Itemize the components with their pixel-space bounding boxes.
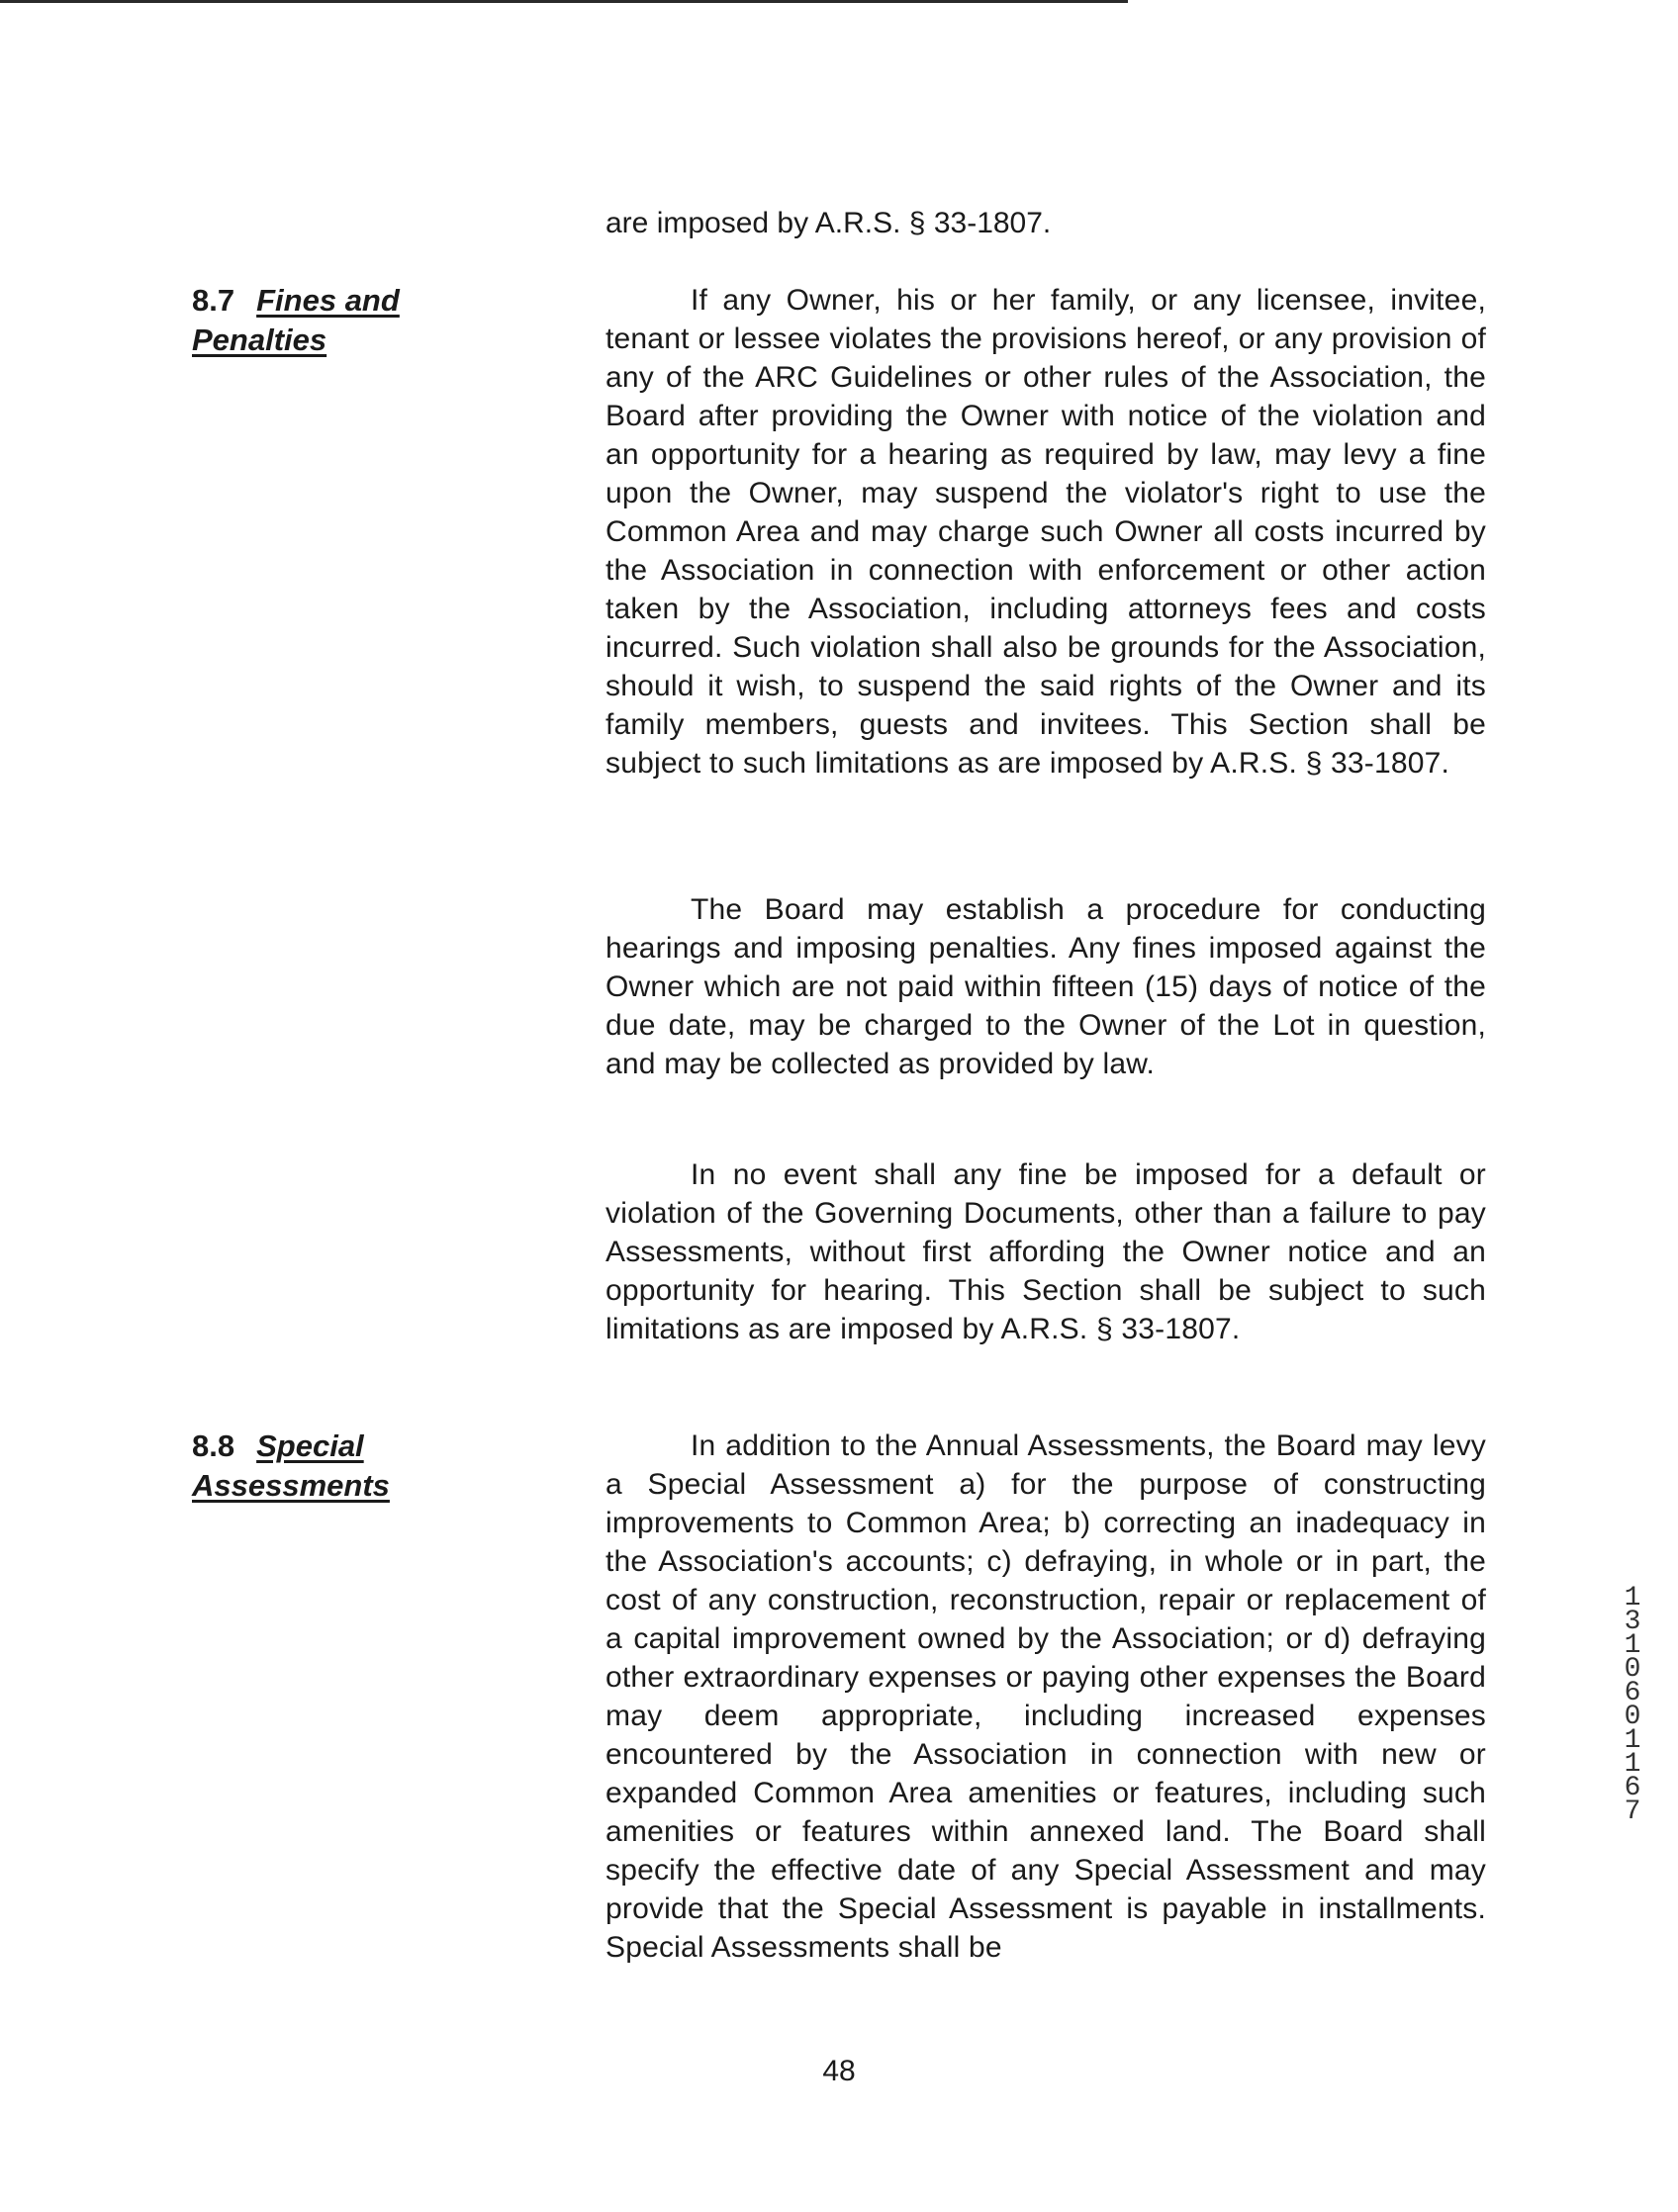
section-8-8-paragraph-1: In addition to the Annual Assessments, the Board may levy a Special Assessment a) for the purpose of constructing improvements to Common Area; b) correcting an inadequacy in the Association's accounts; c) defraying, in whole or in part, the cost of any construction, reconstruction, repair or replacement of a capital improvement owned by the Association; or d) defraying other extraordinary expenses or paying other expenses the Board may deem appropriate, including increased expenses encountered by the Association in connection with new or expanded Common Area amenities or features, including such amenities or features within annexed land. The Board shall specify the effective date of any Special Assessment and may provide that the Special Assessment is payable in installments. Special Assessments shall be — [606, 1429, 1486, 1964]
recording-stamp: 13106 01167 — [1624, 1583, 1641, 1827]
section-8-7-paragraph-2: The Board may establish a procedure for conducting hearings and imposing penalties. Any fines imposed against the Owner which are not paid within fifteen (15) days of notice of the due date, may be charged to the Owner of the Lot in question, and may be collected as provided by law. — [606, 893, 1486, 1080]
section-number: 8.7 — [192, 283, 235, 318]
section-8-7-paragraph-1: If any Owner, his or her family, or any licensee, invitee, tenant or lessee violates the provisions hereof, or any provision of any of the ARC Guidelines or other rules of the Association, the Board after providing the Owner with notice of the violation and an opportunity for a hearing as required by law, may levy a fine upon the Owner, may suspend the violator's right to use the Common Area and may charge such Owner all costs incurred by the Association in connection with enforcement or other action taken by the Association, including attorneys fees and costs incurred. Such violation shall also be grounds for the Association, should it wish, to suspend the said rights of the Owner and its family members, guests and invitees. This Section shall be subject to such limitations as are imposed by A.R.S. § 33-1807. — [606, 284, 1486, 780]
top-border-line — [0, 0, 1128, 3]
section-8-7-paragraph-3: In no event shall any fine be imposed for a default or violation of the Governing Documents, other than a failure to pay Assessments, without first affording the Owner notice and an opportunity for hearing. This Section shall be subject to such limitations as are imposed by A.R.S. § 33-1807. — [606, 1158, 1486, 1345]
section-8-7-heading — [192, 281, 469, 360]
section-title: Special Assessments — [192, 1429, 390, 1503]
section-title: Fines and Penalties — [192, 283, 400, 357]
continuation-text: are imposed by A.R.S. § 33-1807. — [606, 207, 1052, 239]
section-number: 8.8 — [192, 1429, 235, 1463]
page-number: 48 — [822, 2055, 856, 2087]
section-8-8-heading — [192, 1427, 469, 1506]
